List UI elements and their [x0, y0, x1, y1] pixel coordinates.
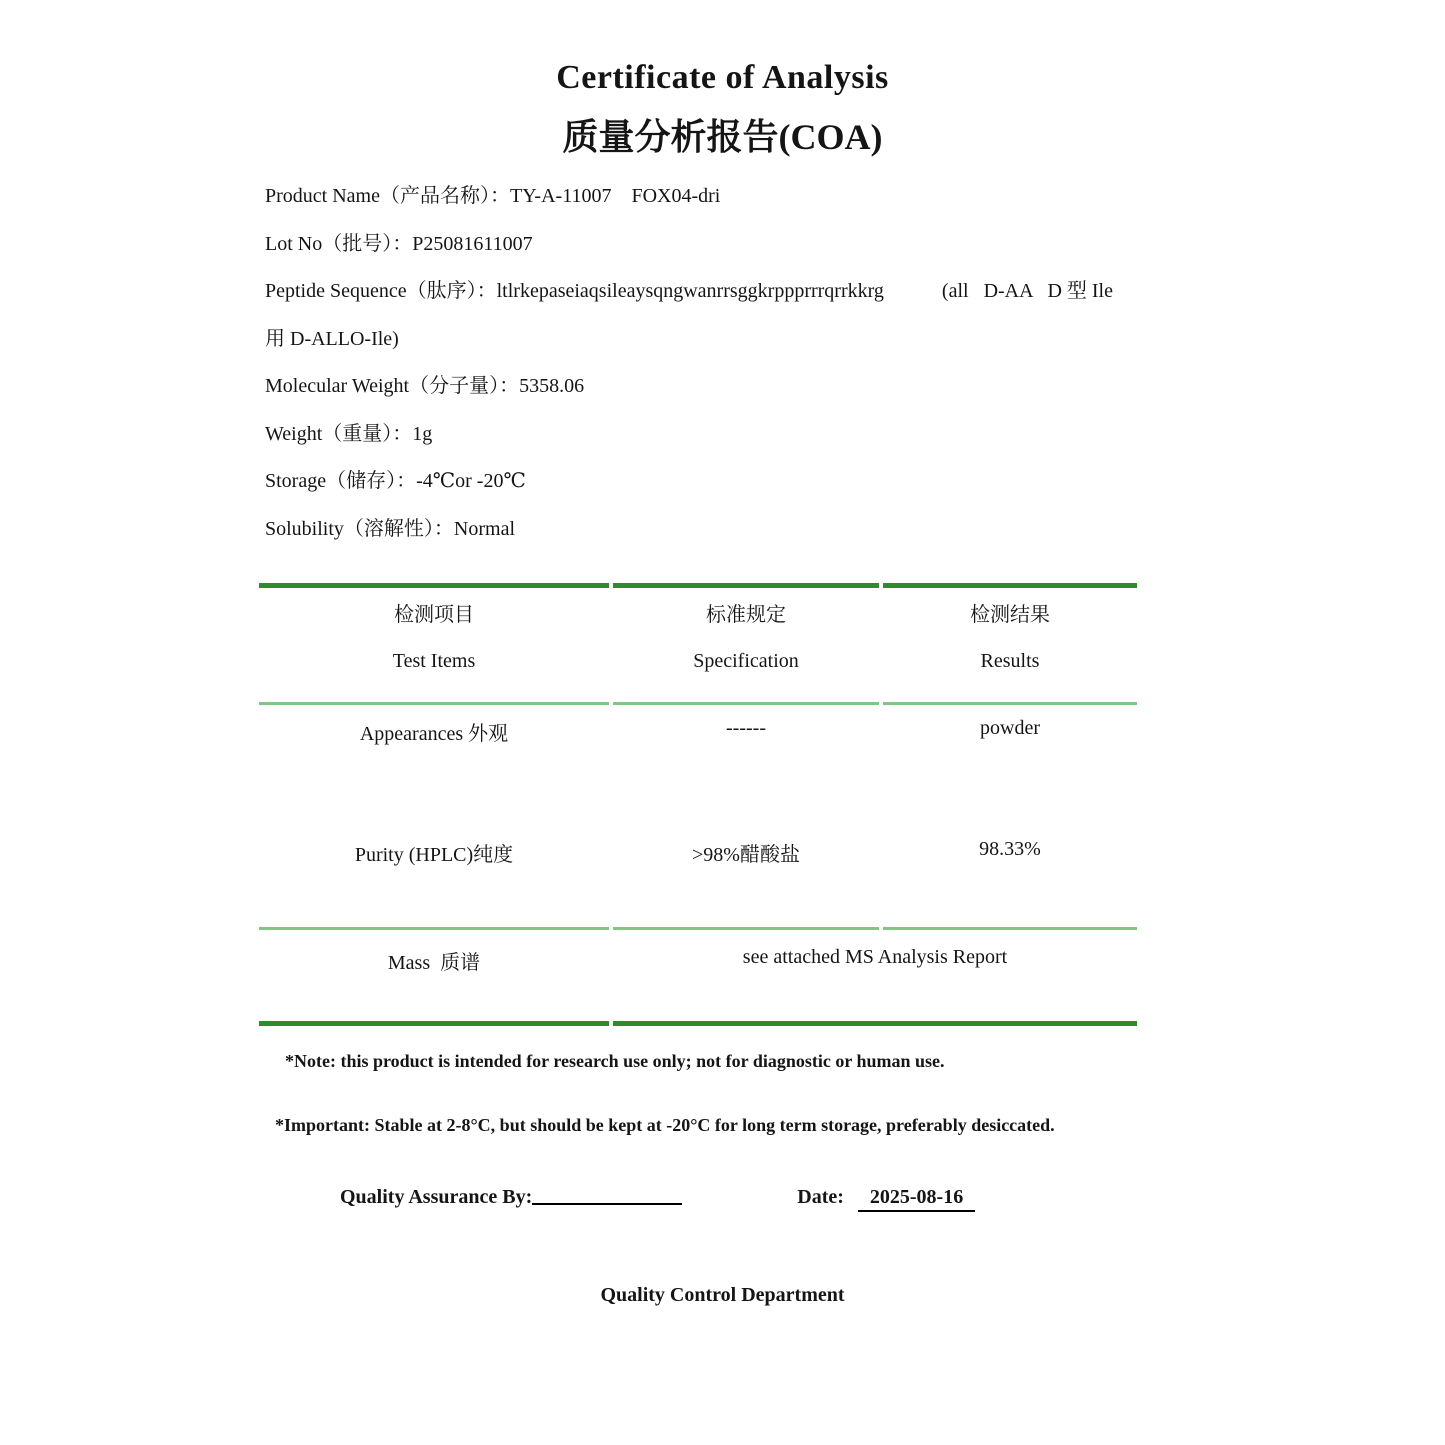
field-value: -4℃or -20℃ [416, 470, 526, 492]
quality-assurance-by-label: Quality Assurance By: [340, 1186, 533, 1208]
field-value: 5358.06 [519, 375, 585, 397]
field-weight [265, 411, 1265, 459]
field-value: P25081611007 [412, 232, 533, 255]
mass-result-cell: see attached MS Analysis Report [613, 930, 1137, 1026]
field-label: Storage（储存）： [265, 470, 417, 492]
field-label: Solubility（溶解性）： [265, 517, 454, 540]
field-label: Product Name（产品名称）： [265, 185, 510, 207]
signature-blank-line [532, 1185, 682, 1205]
field-storage [265, 458, 1265, 506]
notes-section [275, 1048, 1445, 1138]
appearance-spec-cell: ------ [726, 717, 766, 739]
purity-result-cell: 98.33% [883, 800, 1137, 930]
appearance-result-cell: powder [980, 717, 1040, 739]
field-label: Molecular Weight（分子量）： [265, 375, 520, 397]
header-results-zh: 检测结果 [970, 604, 1050, 626]
date-label: Date: [797, 1186, 844, 1208]
field-label: Lot No（批号）： [265, 232, 413, 255]
quality-control-department-label: Quality Control Department [600, 1284, 845, 1306]
appearance-item-cell: Appearances 外观 [359, 723, 509, 745]
document-title-english: Certificate of Analysis [556, 59, 889, 96]
field-value: ltlrkepaseiaqsileaysqngwanrrsggkrppprrrqrrkkrg [496, 280, 884, 302]
table-row-mass [259, 930, 1137, 1026]
field-label: Peptide Sequence（肽序）： [265, 280, 497, 302]
peptide-sequence-note: (all D-AA D 型 Ile [941, 280, 1113, 302]
field-lot-no [265, 221, 1265, 269]
header-cell-results [883, 583, 1137, 705]
header-results-en: Results [980, 650, 1040, 672]
header-specification-zh: 标准规定 [706, 604, 786, 626]
signoff-row [340, 1184, 1445, 1212]
header-test-items-zh: 检测项目 [394, 604, 474, 626]
table-row-purity [259, 800, 1137, 930]
purity-item-cell: Purity (HPLC)纯度 [259, 800, 609, 930]
field-value: 用 D-ALLO-Ile) [265, 327, 399, 350]
field-value: TY-A-11007 FOX04-dri [509, 185, 721, 207]
field-value: 1g [412, 422, 433, 445]
header-specification-en: Specification [693, 650, 799, 672]
table-row-appearance [259, 705, 1137, 800]
field-peptide-sequence [265, 268, 1265, 316]
document-title-chinese: 质量分析报告(COA) [562, 117, 883, 157]
field-product-name [265, 173, 1265, 221]
field-solubility [265, 506, 1265, 554]
product-info-section [265, 173, 1265, 553]
test-results-table [255, 583, 1141, 1026]
field-peptide-sequence-continuation [265, 316, 1265, 364]
field-value: Normal [453, 517, 515, 540]
field-label: Weight（重量）： [265, 422, 413, 445]
purity-spec-cell: >98%醋酸盐 [613, 800, 879, 930]
note-research-use-only: *Note: this product is intended for research use only; not for diagnostic or human use. [285, 1051, 945, 1071]
table-header-row [259, 583, 1137, 705]
header-test-items-en: Test Items [392, 650, 476, 672]
field-molecular-weight [265, 363, 1265, 411]
header-cell-specification [613, 583, 879, 705]
header-cell-test-items [259, 583, 609, 705]
mass-item-cell: Mass 质谱 [259, 930, 609, 1026]
date-value: 2025-08-16 [858, 1184, 975, 1212]
note-storage-important: *Important: Stable at 2-8°C, but should be kept at -20°C for long term storage, preferably desiccated. [275, 1115, 1055, 1135]
